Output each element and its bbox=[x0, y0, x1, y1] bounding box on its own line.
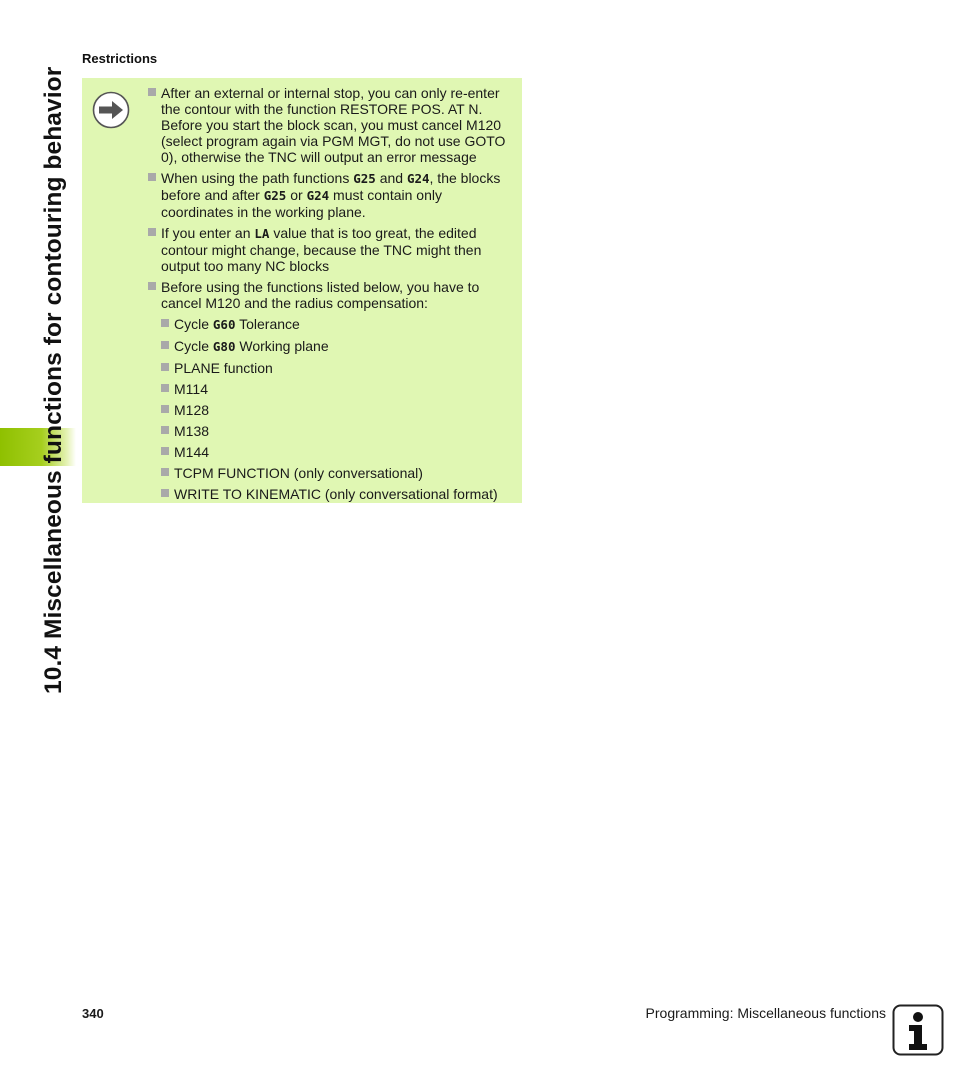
code-keyword: G25 bbox=[353, 171, 376, 186]
bullet-square-icon bbox=[161, 489, 169, 497]
code-keyword: LA bbox=[254, 226, 270, 241]
bullet-square-icon bbox=[161, 384, 169, 392]
text-run: Tolerance bbox=[235, 316, 300, 332]
arrow-right-icon bbox=[92, 91, 130, 129]
page-number: 340 bbox=[82, 1006, 104, 1021]
list-item bbox=[148, 279, 518, 502]
sub-list-item bbox=[161, 338, 518, 355]
sub-list-item bbox=[161, 360, 518, 376]
bullet-square-icon bbox=[161, 426, 169, 434]
bullet-square-icon bbox=[148, 173, 156, 181]
footer-chapter-title: Programming: Miscellaneous functions bbox=[645, 1005, 886, 1021]
text-run: Working plane bbox=[235, 338, 329, 354]
sub-list-item bbox=[161, 444, 518, 460]
sub-list-item bbox=[161, 381, 518, 397]
text-run: value that is too great, the edited contour might change, because the TNC might then output too many NC blocks bbox=[161, 225, 482, 274]
bullet-square-icon bbox=[161, 447, 169, 455]
text-run: Before using the functions listed below, you have to cancel M120 and the radius compensation: bbox=[161, 279, 480, 311]
sub-list-item bbox=[161, 486, 518, 502]
text-run: If you enter an bbox=[161, 225, 255, 241]
text-run: After an external or internal stop, you can only re-enter the contour with the function RESTORE POS. AT N. Before you start the block scan, you must cancel M120 (select program again via PGM MGT, do not use GOTO 0), otherwise the TNC will output an error message bbox=[161, 85, 506, 165]
restrictions-list bbox=[148, 85, 518, 507]
bullet-square-icon bbox=[148, 88, 156, 96]
bullet-square-icon bbox=[161, 363, 169, 371]
bullet-square-icon bbox=[161, 468, 169, 476]
bullet-square-icon bbox=[161, 405, 169, 413]
text-run: , the blocks before and after bbox=[161, 170, 501, 203]
text-run: or bbox=[286, 187, 307, 203]
note-box bbox=[82, 78, 522, 503]
text-run: M144 bbox=[174, 444, 210, 460]
list-item bbox=[148, 170, 518, 220]
text-run: M138 bbox=[174, 423, 210, 439]
bullet-square-icon bbox=[148, 282, 156, 290]
text-run: must contain only coordinates in the working plane. bbox=[161, 187, 442, 220]
text-run: PLANE function bbox=[174, 360, 273, 376]
text-run: TCPM FUNCTION (only conversational) bbox=[174, 465, 423, 481]
sub-list bbox=[161, 316, 518, 502]
sub-list-item bbox=[161, 316, 518, 333]
bullet-square-icon bbox=[161, 319, 169, 327]
code-keyword: G24 bbox=[306, 188, 330, 203]
text-run: M128 bbox=[174, 402, 210, 418]
bullet-square-icon bbox=[161, 341, 169, 349]
info-icon bbox=[892, 1004, 944, 1056]
text-run: and bbox=[375, 170, 407, 186]
sub-list-item bbox=[161, 423, 518, 439]
bullet-square-icon bbox=[148, 228, 156, 236]
text-run: Cycle bbox=[174, 338, 213, 354]
list-item bbox=[148, 85, 518, 165]
sub-list-item bbox=[161, 402, 518, 418]
text-run: WRITE TO KINEMATIC (only conversational format) bbox=[174, 486, 498, 502]
section-heading: Restrictions bbox=[82, 51, 158, 66]
text-run: M114 bbox=[174, 381, 208, 397]
list-item bbox=[148, 225, 518, 274]
text-run: Cycle bbox=[174, 316, 213, 332]
code-keyword: G60 bbox=[212, 317, 236, 332]
code-keyword: G25 bbox=[263, 188, 287, 203]
code-keyword: G24 bbox=[406, 171, 430, 186]
sub-list-item bbox=[161, 465, 518, 481]
text-run: When using the path functions bbox=[161, 170, 354, 186]
code-keyword: G80 bbox=[212, 339, 236, 354]
chapter-side-title: 10.4 Miscellaneous functions for contouring behavior bbox=[40, 66, 67, 694]
